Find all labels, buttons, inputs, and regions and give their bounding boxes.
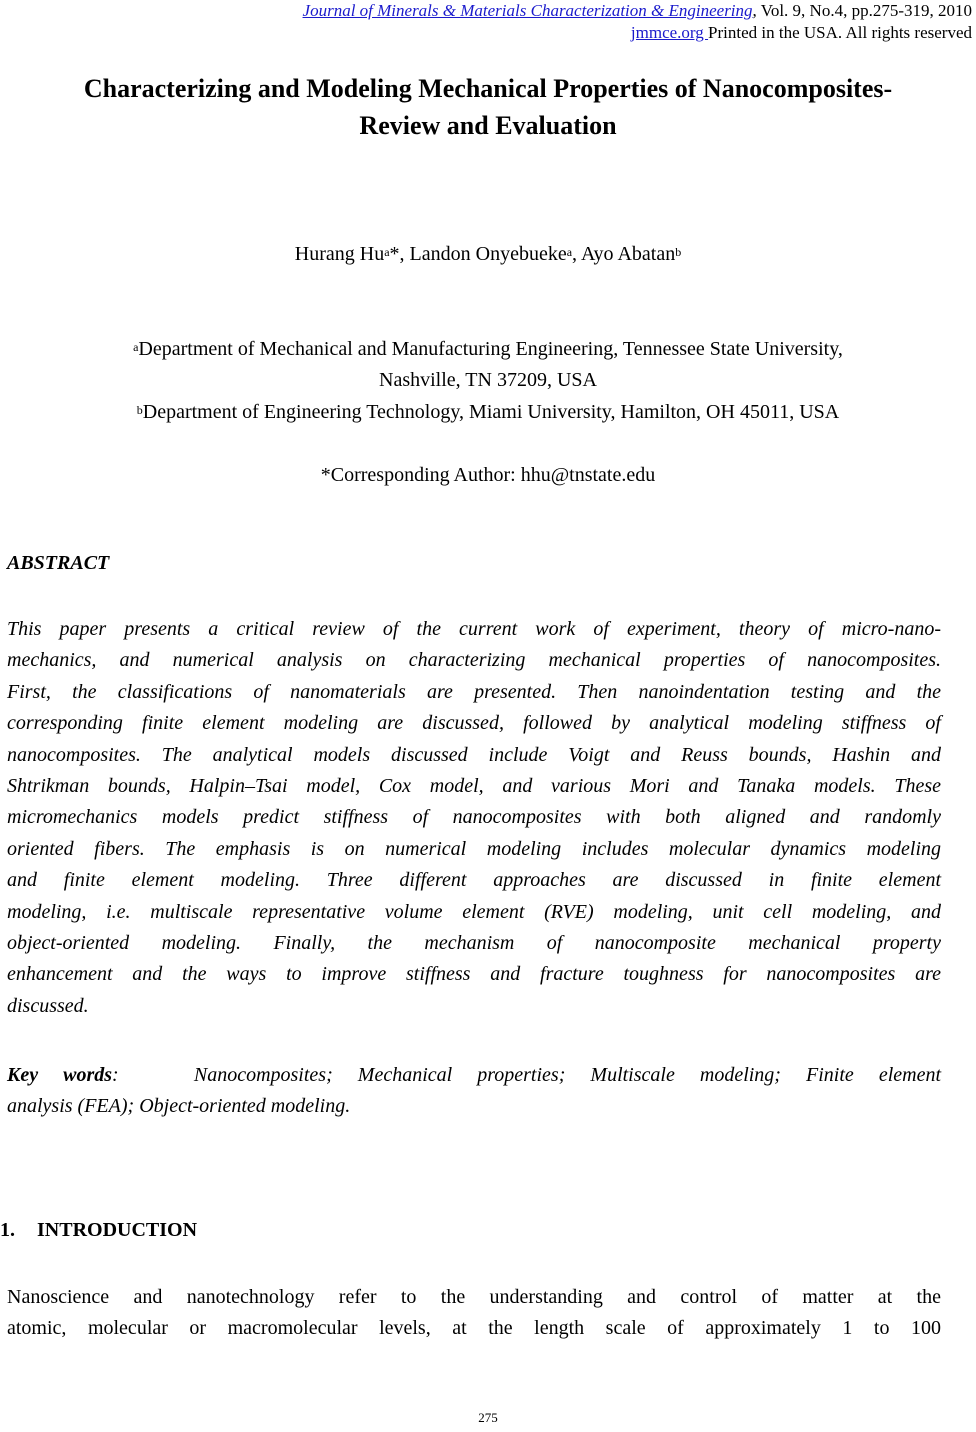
corresponding-author: *Corresponding Author: hhu@tnstate.edu [320,464,656,486]
author-2-affiliation-mark: a [566,245,573,259]
journal-header [303,0,972,44]
abstract-line: and finite element modeling. Three different approaches are discussed in finite element [7,869,941,892]
paper-title [40,70,936,144]
keywords-label: Key words [7,1064,113,1086]
keywords-colon: : [112,1064,119,1086]
affiliation-b [30,397,946,428]
author-2-name: , Landon Onyebueke [399,243,567,265]
affiliation-a [30,334,946,396]
journal-name-link[interactable]: Journal of Minerals & Materials Characterization & Engineering [302,1,753,20]
intro-line: Nanoscience and nanotechnology refer to the understanding and control of matter at the [7,1286,941,1308]
abstract-line: micromechanics models predict stiffness of nanocomposites with both aligned and randomly [7,806,941,829]
author-list [0,240,976,268]
affiliation-a-mark: a [133,340,139,354]
affiliation-a-line-2: Nashville, TN 37209, USA [379,369,597,391]
volume-info: , Vol. 9, No.4, pp.275-319, 2010 [752,1,972,20]
abstract-line: First, the classifications of nanomaterials are presented. Then nanoindentation testing and the [7,680,941,703]
affiliation-b-line-1: Department of Engineering Technology, Miami University, Hamilton, OH 45011, USA [142,401,840,423]
affiliation-a-line-1: Department of Mechanical and Manufacturing Engineering, Tennessee State University, [138,338,843,360]
abstract-line: corresponding finite element modeling are discussed, followed by analytical modeling stiffness of [7,712,941,735]
author-1-corresponding-mark: * [389,243,400,265]
abstract-line: enhancement and the ways to improve stiffness and fracture toughness for nanocomposites are [7,963,941,986]
abstract-line: This paper presents a critical review of the current work of experiment, theory of micro-nano- [7,618,941,640]
section-heading-introduction [0,1219,197,1242]
section-title: INTRODUCTION [37,1219,198,1241]
abstract-body [7,614,941,1022]
affiliation-b-mark: b [136,403,143,417]
abstract-line: discussed. [7,994,89,1017]
author-1-name: Hurang Hu [294,243,385,265]
abstract-line: modeling, i.e. multiscale representative volume element (RVE) modeling, unit cell modeling, and [7,900,941,923]
abstract-line: object-oriented modeling. Finally, the mechanism of nanocomposite mechanical property [7,932,941,955]
title-line-1: Characterizing and Modeling Mechanical Properties of Nanocomposites- [83,74,893,103]
title-line-2: Review and Evaluation [359,111,617,140]
abstract-heading: ABSTRACT [7,552,110,574]
page-number: 275 [478,1410,498,1425]
site-link[interactable]: jmmce.org [630,23,709,42]
abstract-line: Shtrikman bounds, Halpin–Tsai model, Cox model, and various Mori and Tanaka models. These [7,775,941,798]
abstract-line: nanocomposites. The analytical models discussed include Voigt and Reuss bounds, Hashin and [7,743,941,766]
intro-line: atomic, molecular or macromolecular levels, at the length scale of approximately 1 to 100 [7,1317,941,1340]
section-number: 1. [0,1219,15,1241]
author-1-affiliation-mark: a [384,245,390,259]
introduction-body [7,1282,941,1345]
rights-text: Printed in the USA. All rights reserved [708,23,972,42]
keywords-block [7,1060,941,1123]
abstract-line: oriented fibers. The emphasis is on numerical modeling includes molecular dynamics modeling [7,837,941,860]
keywords-line-2: analysis (FEA); Object-oriented modeling. [7,1095,351,1118]
author-3-name: , Ayo Abatan [572,243,676,265]
abstract-line: mechanics, and numerical analysis on characterizing mechanical properties of nanocomposites. [7,649,941,672]
author-3-affiliation-mark: b [675,245,682,259]
keywords-line-1: Nanocomposites; Mechanical properties; Multiscale modeling; Finite element [193,1064,942,1086]
